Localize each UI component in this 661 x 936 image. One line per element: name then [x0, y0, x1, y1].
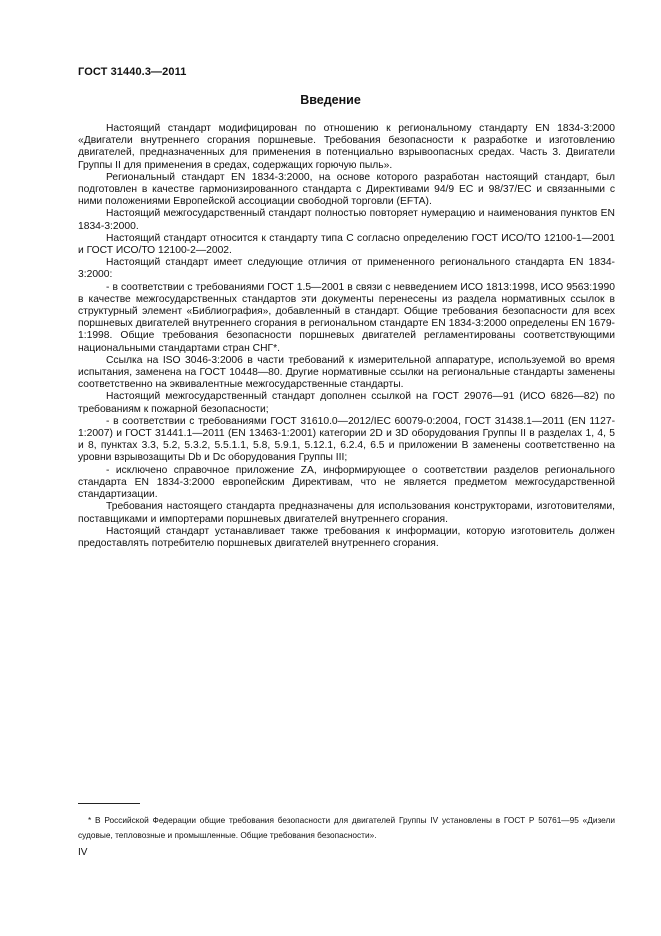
- paragraph: Настоящий стандарт устанавливает также требования к информации, которую изготовитель должен предоставлять потребителю поршневых двигателей внутреннего сгорания.: [78, 525, 615, 549]
- paragraph: Настоящий стандарт модифицирован по отношению к региональному стандарту EN 1834-3:2000 «Двигатели внутреннего сгорания поршневые. Требования безопасности к разработке и изготовлению двигателей, предназначенных для применения в потенциально взрывоопасных средах. Часть 3. Двигатели Группы II для применения в средах, содержащих горючую пыль».: [78, 123, 615, 171]
- paragraph: Настоящий межгосударственный стандарт дополнен ссылкой на ГОСТ 29076—91 (ИСО 6826—82) по требованиям к пожарной безопасности;: [78, 391, 615, 415]
- paragraph: Требования настоящего стандарта предназначены для использования конструкторами, изготовителями, поставщиками и импортерами поршневых двигателей внутреннего сгорания.: [78, 501, 615, 525]
- paragraph: Ссылка на ISO 3046-3:2006 в части требований к измерительной аппаратуре, используемой во время испытания, заменена на ГОСТ 10448—80. Другие нормативные ссылки на региональные стандарты заменены соответственно на эквивалентные межгосударственные стандарты.: [78, 354, 615, 391]
- paragraph: - в соответствии с требованиями ГОСТ 31610.0—2012/IEC 60079-0:2004, ГОСТ 31438.1—2011 (EN 1127-1:2007) и ГОСТ 31441.1—2011 (EN 13463-1:2001) категории 2D и 3D оборудования Группы II в разделах 1, 4, 5 и 8, пунктах 3.3, 5.2, 5.3.2, 5.5.1.1, 5.8, 5.9.1, 5.12.1, 6.2.4, 6.5 и приложении В заменены соответственно на уровни взрывозащиты Db и Dc оборудования Группы III;: [78, 415, 615, 464]
- paragraph: Настоящий стандарт имеет следующие отличия от примененного регионального стандарта EN 1834-3:2000:: [78, 257, 615, 281]
- paragraph: Настоящий стандарт относится к стандарту типа С согласно определению ГОСТ ИСО/ТО 12100-1—2001 и ГОСТ ИСО/ТО 12100-2—2002.: [78, 232, 615, 257]
- paragraph: - в соответствии с требованиями ГОСТ 1.5—2001 в связи с невведением ИСО 1813:1998, ИСО 9563:1990 в качестве межгосударственных стандартов эти документы перенесены из раздела нормативных ссылок в структурный элемент «Библиография», добавленный в стандарт. Общие требования безопасности для всех поршневых двигателей внутреннего сгорания в региональном стандарте EN 1834-3:2000 определены EN 1679-1:1998. Общие требования безопасности поршневых двигателей регламентированы соответствующими национальными стандартами стран СНГ*.: [78, 281, 615, 354]
- section-title: Введение: [300, 93, 361, 107]
- paragraph: Региональный стандарт EN 1834-3:2000, на основе которого разработан настоящий стандарт, был подготовлен в качестве гармонизированного стандарта с Директивами 94/9 ЕС и 98/37/ЕС и связанными с ними положениями Европейской ассоциации свободной торговли (EFTA).: [78, 171, 615, 208]
- footnote: * В Российской Федерации общие требования безопасности для двигателей Группы IV установлены в ГОСТ Р 50761—95 «Дизели судовые, тепловозные и промышленные. Общие требования безопасности».: [78, 815, 615, 840]
- paragraph: - исключено справочное приложение ZA, информирующее о соответствии разделов регионального стандарта EN 1834-3:2000 европейским Директивам, что не является предметом межгосударственной стандартизации.: [78, 464, 615, 501]
- section-body: [78, 123, 615, 550]
- footnote-divider: [78, 803, 140, 804]
- page-number: IV: [78, 847, 88, 858]
- paragraph: Настоящий межгосударственный стандарт полностью повторяет нумерацию и наименования пунктов EN 1834-3:2000.: [78, 208, 615, 232]
- document-code-header: ГОСТ 31440.3—2011: [78, 66, 187, 78]
